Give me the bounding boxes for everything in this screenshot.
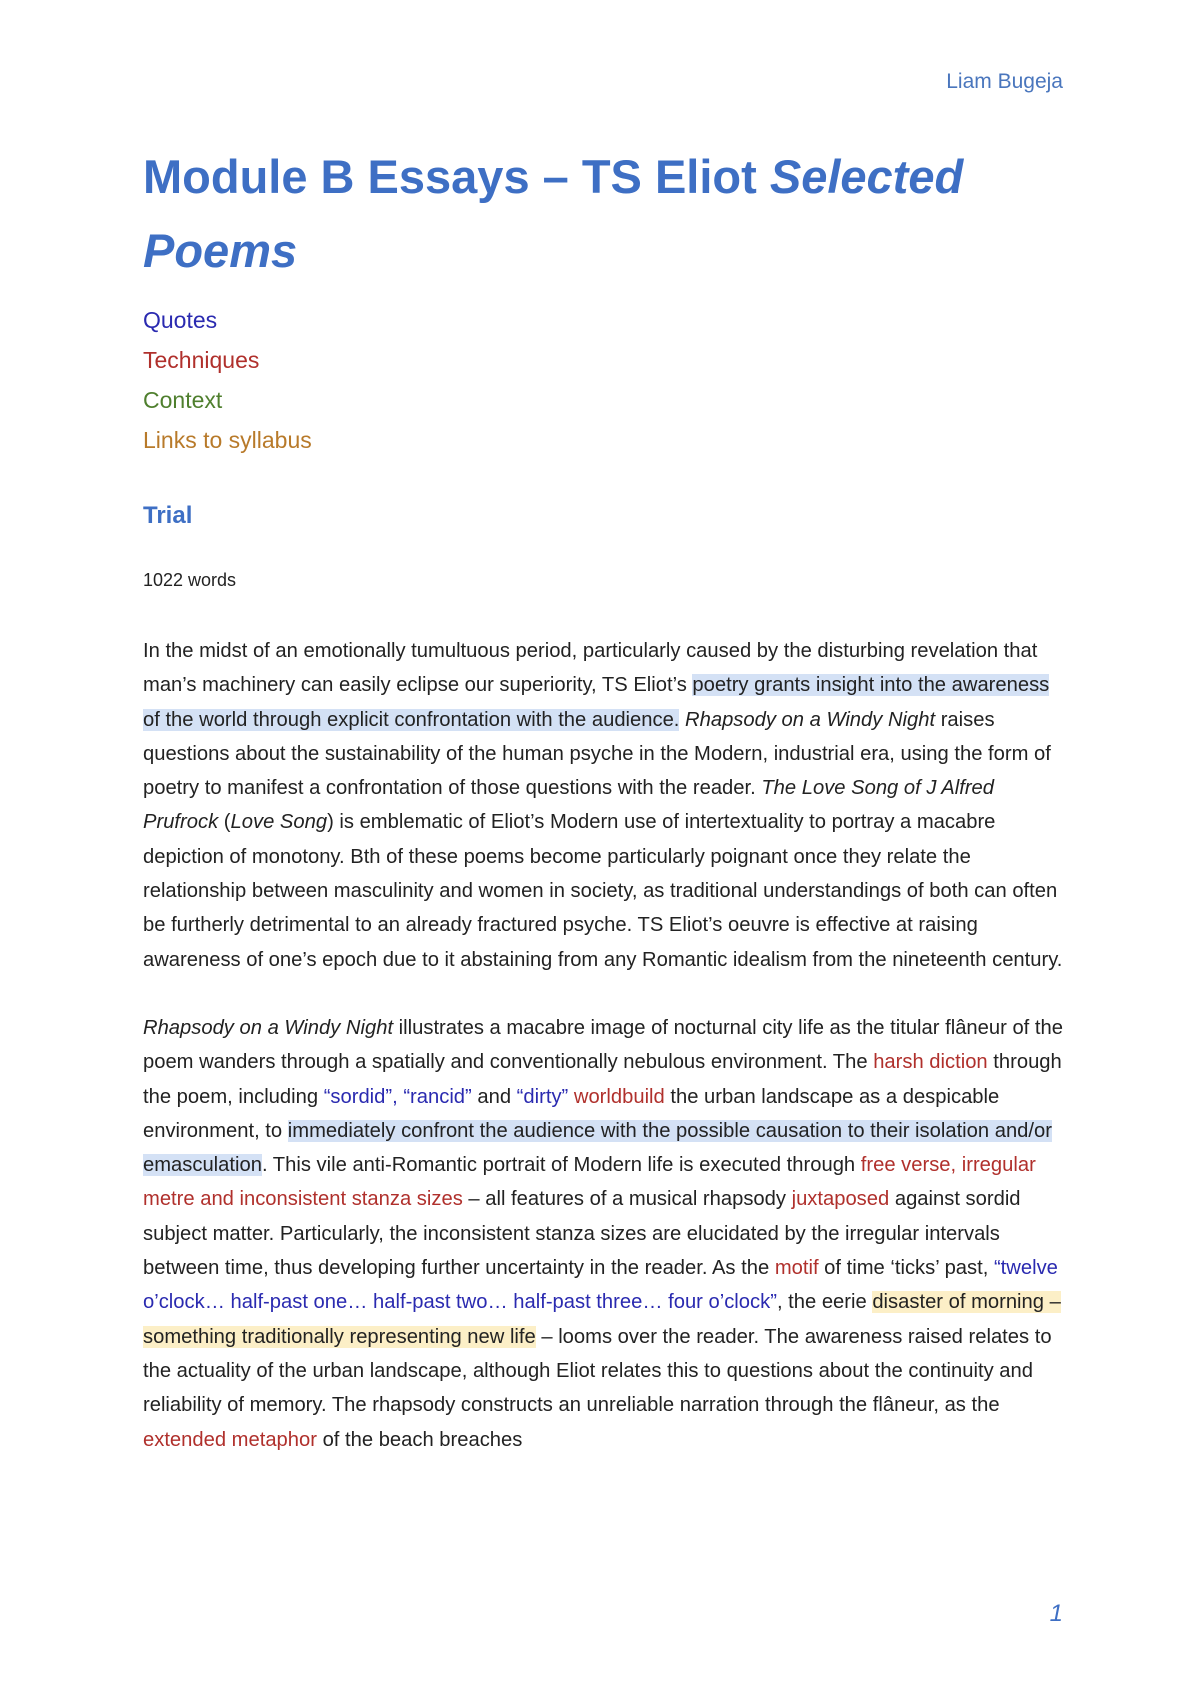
text-run: of time ‘ticks’ past, (818, 1257, 994, 1280)
text-run: ( (218, 811, 231, 834)
italic-title: Rhapsody on a Windy Night (685, 708, 936, 731)
text-run: – all features of a musical rhapsody (462, 1188, 792, 1211)
legend-links: Links to syllabus (143, 427, 312, 453)
technique-text: worldbuild (573, 1085, 665, 1108)
legend-quotes: Quotes (143, 307, 218, 333)
technique-text: extended metaphor (143, 1428, 317, 1451)
color-key-legend (143, 300, 312, 460)
highlight-thesis: poetry grants insight into the awareness of the world through explicit confrontation with the audience. (143, 674, 1050, 731)
italic-title: The Love Song of J Alfred Prufrock (143, 777, 995, 834)
page-number: 1 (1049, 1600, 1063, 1627)
quote-text: “dirty” (516, 1085, 569, 1108)
text-run: through the poem, including (143, 1051, 1062, 1108)
text-run: illustrates a macabre image of nocturnal city life as the titular flâneur of the poem wanders through a spatially and conventionally nebulous environment. The (143, 1016, 1063, 1074)
paragraph-rhapsody (143, 1011, 1068, 1457)
text-run: ) is emblematic of Eliot’s Modern use of intertextuality to portray a macabre depiction of monotony. Bth of these poems become particularly poignant once they relate the relationship between masculinity and women in society, as traditional understandings of both can often be furtherly detrimental to an already fractured psyche. TS Eliot’s oeuvre is effective at raising awareness of one’s epoch due to it abstaining from any Romantic idealism from the nineteenth century. (143, 811, 1063, 971)
text-run: the urban landscape as a despicable environment, to (143, 1085, 1000, 1142)
technique-text: motif (774, 1257, 819, 1280)
legend-context: Context (143, 387, 223, 413)
text-run: . This vile anti-Romantic portrait of Modern life is executed through (261, 1154, 861, 1177)
text-run: – looms over the reader. The awareness raised relates to the actuality of the urban landscape, although Eliot relates this to questions about the continuity and reliability of memory. The rhapsody constructs an unreliable narration through the flâneur, as the (143, 1325, 1052, 1417)
word-count: 1022 words (143, 570, 237, 590)
text-run: raises questions about the sustainability of the human psyche in the Modern, industrial era, using the form of poetry to manifest a confrontation of those questions with the reader. (143, 708, 1051, 800)
section-heading: Trial (143, 502, 193, 529)
quote-text: “twelve o’clock… half-past one… half-past two… half-past three… four o’clock” (143, 1257, 1058, 1314)
document-title (143, 140, 1083, 288)
quote-text: “sordid”, “rancid” (323, 1085, 472, 1108)
header-author: Liam Bugeja (946, 70, 1063, 93)
text-run: and (471, 1085, 517, 1108)
text-run: against sordid subject matter. Particularly, the inconsistent stanza sizes are elucidated by the irregular intervals between time, thus developing further uncertainty in the reader. As the (143, 1188, 1021, 1280)
highlight-argument: immediately confront the audience with the possible causation to their isolation and/or emasculation (143, 1119, 1052, 1177)
essay-body (143, 634, 1068, 1457)
italic-title: Love Song (230, 811, 328, 834)
title-italic-text: Selected Poems (143, 150, 964, 277)
technique-text: juxtaposed (791, 1188, 890, 1211)
legend-techniques: Techniques (143, 347, 260, 373)
text-run: , the eerie (776, 1291, 873, 1314)
highlight-syllabus-link: disaster of morning – something traditionally representing new life (143, 1291, 1061, 1348)
title-text: Module B Essays – TS Eliot (143, 150, 770, 203)
paragraph-intro (143, 634, 1068, 977)
technique-text: free verse, irregular metre and inconsistent stanza sizes (143, 1154, 1036, 1211)
italic-title: Rhapsody on a Windy Night (143, 1016, 394, 1039)
text-run: In the midst of an emotionally tumultuous period, particularly caused by the disturbing revelation that man’s machinery can easily eclipse our superiority, TS Eliot’s (143, 640, 1038, 697)
technique-text: harsh diction (873, 1051, 988, 1074)
text-run: of the beach breaches (316, 1428, 523, 1451)
